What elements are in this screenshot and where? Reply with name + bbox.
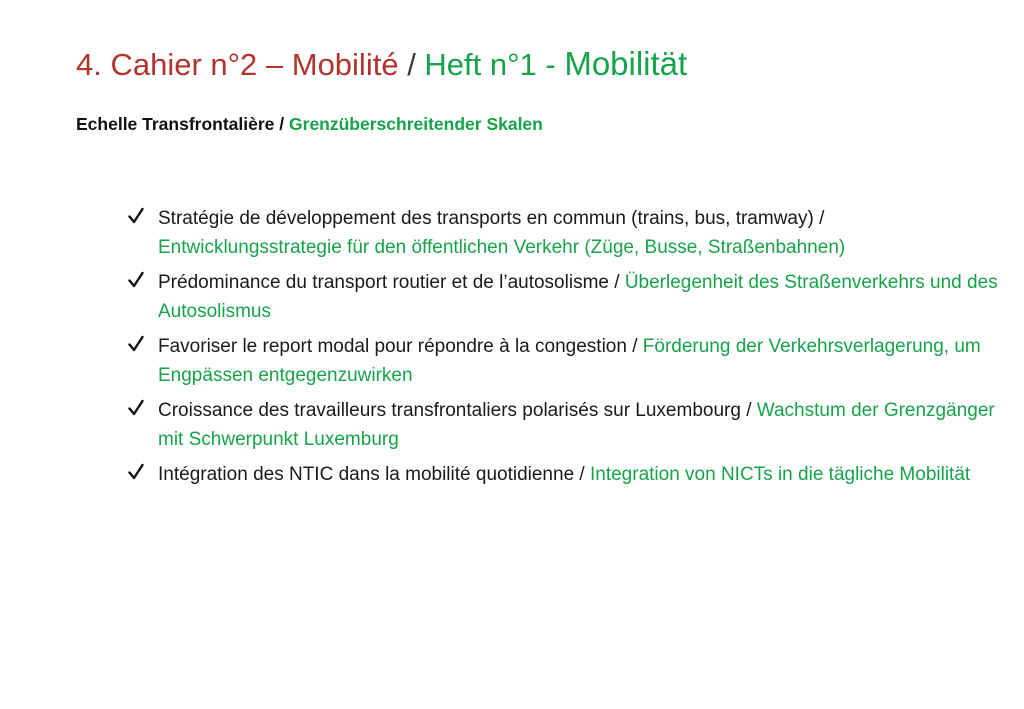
bullet-text-german: Wachstum der Grenzgänger mit Schwerpunkt Luxemburg [158,400,995,450]
checkmark-icon [128,399,144,417]
slide-subtitle [76,114,543,135]
bullet-text-french: Intégration des NTIC dans la mobilité quotidienne / [158,464,590,485]
title-separator: / [398,47,425,82]
bullet-text-german: Förderung der Verkehrsverlagerung, um Engpässen entgegenzuwirken [158,336,981,386]
slide-title [76,42,687,87]
bullet-text-french: Stratégie de développement des transports en commun (trains, bus, tramway) / [158,208,825,229]
bullet-text-french: Favoriser le report modal pour répondre à la congestion / [158,336,643,357]
bullet-text-german: Entwicklungsstrategie für den öffentlichen Verkehr (Züge, Busse, Straßenbahnen) [158,237,846,258]
subtitle-french: Echelle Transfrontalière [76,114,275,134]
list-item [128,204,1008,262]
checkmark-icon [128,207,144,225]
checkmark-icon [128,463,144,481]
checkmark-icon [128,335,144,353]
list-item [128,460,1008,489]
bullet-text-german: Überlegenheit des Straßenverkehrs und des Autosolismus [158,272,998,322]
bullet-list [128,204,1008,495]
title-german: Heft n°1 - [424,47,565,82]
title-german-word: Mobilität [564,45,688,82]
list-item [128,332,1008,390]
subtitle-separator: / [274,114,290,134]
checkmark-icon [128,271,144,289]
bullet-text-german: Integration von NICTs in die tägliche Mobilität [589,464,971,485]
title-french: 4. Cahier n°2 – Mobilité [76,47,399,82]
list-item [128,396,1008,454]
bullet-text-french: Prédominance du transport routier et de l’autosolisme / [158,272,625,293]
bullet-text-french: Croissance des travailleurs transfrontaliers polarisés sur Luxembourg / [158,400,757,421]
subtitle-german: Grenzüberschreitender Skalen [289,114,543,134]
list-item [128,268,1008,326]
